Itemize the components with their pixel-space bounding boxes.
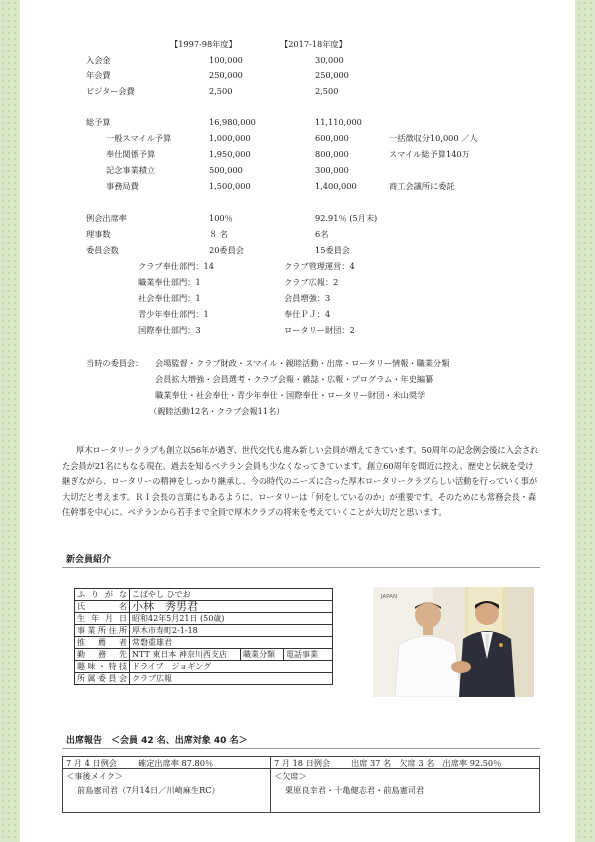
- profile-label: 氏名: [75, 601, 130, 613]
- budget-value-2017: 1,400,000: [315, 181, 357, 191]
- division-2017: クラブ管理運営：4: [284, 261, 355, 271]
- budget-value-2017: 300,000: [315, 165, 349, 175]
- budget-label: 記念事業積立: [106, 165, 156, 175]
- budget-label: 一般スマイル予算: [106, 133, 172, 143]
- stats-value-2017: 92.91％ (5月末): [315, 213, 378, 223]
- attendance-names: 栗原良幸君・十亀健志君・前島憲司君: [285, 785, 425, 795]
- member-photo-illustration: [373, 587, 534, 697]
- division-1997: クラブ奉仕部門：14: [138, 261, 214, 271]
- profile-label: 推薦者: [75, 637, 130, 649]
- budget-total-2017: 11,110,000: [315, 117, 362, 127]
- profile-label: 勤務先: [75, 649, 130, 661]
- profile-value: クラブ広報: [130, 673, 333, 685]
- attendance-meeting-date: 7 月 18 日例会: [274, 758, 331, 768]
- profile-label: 趣味・特技: [75, 661, 130, 673]
- budget-note: スマイル総予算140万: [389, 149, 470, 159]
- fees-label: 入会金: [86, 55, 111, 65]
- profile-value: ドライブ ジョギング: [130, 661, 333, 673]
- budget-label: 事務局費: [106, 181, 139, 191]
- budget-value-1997: 1,000,000: [209, 133, 251, 143]
- profile-value: 常磐重雄君: [130, 637, 333, 649]
- new-member-heading: 新会員紹介: [66, 555, 112, 565]
- profile-row: [75, 649, 333, 661]
- attendance-col-divider: [270, 757, 271, 812]
- profile-value: NTT 東日本 神奈川西支店: [130, 649, 241, 661]
- committees-note: （親睦活動12名・クラブ会報11名）: [149, 406, 285, 416]
- body-paragraph: 厚木ロータリークラブも創立以56年が過ぎ、世代交代も進み新しい会員が増えてきています。50周年の記念例会後に入会された会員が21名にもなる現在、過去を知るベテラン会員も少なくなってきています。創立60周年を間近に控え、歴史と伝統を受け継ぎながら、ロータリーの精神をしっかり継承し、今の時代のニーズに合った厚木ロータリークラブらしい活動を行っていく事が大切だと考えます。ＲＩ会長の言葉にもあるように、ロータリーは「何をしているのか」が重要です。そのためにも常務会長・森住幹事を中心に、ベテランから若手まで全員で厚木クラブの将来を考えていくことが大切だと思います。: [62, 445, 539, 518]
- fees-value-1997: 100,000: [209, 55, 243, 65]
- budget-total-label: 総予算: [86, 117, 111, 127]
- attendance-row-divider: [63, 768, 539, 769]
- profile-row: [75, 661, 333, 673]
- profile-label: ふりがな: [75, 589, 130, 601]
- photo-banner-text: JAPAN: [381, 594, 398, 600]
- fees-value-2017: 250,000: [315, 70, 349, 80]
- profile-row: [75, 637, 333, 649]
- stats-value-1997: 100％: [209, 213, 233, 223]
- profile-label: 事業所住所: [75, 625, 130, 637]
- member-name: 小林 秀男君: [130, 601, 333, 613]
- profile-value: 厚木市寿町2-1-18: [130, 625, 333, 637]
- attendance-heading: 出席報告 ＜会員 42 名、出席対象 40 名＞: [66, 736, 248, 746]
- fees-label: ビジター会費: [86, 86, 135, 96]
- attendance-divider: [62, 748, 540, 749]
- stats-label: 理事数: [86, 229, 111, 239]
- profile-label: 生年月日: [75, 613, 130, 625]
- profile-extra-label: 職業分類: [241, 649, 284, 661]
- attendance-rate: 出席 37 名 欠席 3 名 出席率 92.50％: [351, 758, 502, 768]
- profile-label: 所属委員会: [75, 673, 130, 685]
- attendance-meeting-date: 7 月 4 日例会: [66, 758, 117, 768]
- fees-value-1997: 2,500: [209, 86, 233, 96]
- fees-label: 年会費: [86, 70, 111, 80]
- division-1997: 職業奉仕部門：1: [138, 277, 201, 287]
- attendance-subheading: ＜事後メイク＞: [66, 771, 123, 781]
- new-member-divider: [62, 567, 540, 568]
- budget-total-1997: 16,980,000: [209, 117, 256, 127]
- committees-line: 会場監督・クラブ財政・スマイル・親睦活動・出席・ロータリー情報・職業分類: [155, 358, 450, 368]
- budget-value-2017: 800,000: [315, 149, 349, 159]
- budget-value-2017: 600,000: [315, 133, 349, 143]
- fees-value-1997: 250,000: [209, 70, 243, 80]
- attendance-names: 前島憲司君（7月14日／川崎麻生RC）: [77, 785, 220, 795]
- budget-value-1997: 1,500,000: [209, 181, 251, 191]
- fees-value-2017: 2,500: [315, 86, 339, 96]
- division-1997: 国際奉仕部門：3: [138, 325, 201, 335]
- profile-value: 昭和42年5月21日 (50歳): [130, 613, 333, 625]
- profile-row: [75, 613, 333, 625]
- new-member-profile-table: [74, 588, 333, 685]
- profile-row: [75, 601, 333, 613]
- division-2017: 会員増強：3: [284, 293, 331, 303]
- profile-row: [75, 589, 333, 601]
- profile-value: こばやし ひでお: [130, 589, 333, 601]
- committees-label: 当時の委員会：: [86, 358, 144, 368]
- committees-line: 職業奉仕・社会奉仕・青少年奉仕・国際奉仕・ロータリー財団・米山奨学: [155, 390, 426, 400]
- stats-value-2017: 15委員会: [315, 245, 350, 255]
- budget-value-1997: 500,000: [209, 165, 243, 175]
- division-2017: クラブ広報：2: [284, 277, 339, 287]
- fees-value-2017: 30,000: [315, 55, 344, 65]
- division-2017: 奉仕ＰＪ：4: [284, 309, 331, 319]
- budget-note: 商工会議所に委託: [389, 181, 455, 191]
- new-member-photo: [373, 587, 534, 697]
- attendance-rate: 確定出席率 87.80％: [138, 758, 214, 768]
- budget-note: 一括徴収分10,000 ／人: [389, 133, 478, 143]
- committees-line: 会員拡大増強・会員選考・クラブ会報・雑誌・広報・プログラム・年史編纂: [155, 374, 434, 384]
- budget-label: 奉仕関係予算: [106, 149, 156, 159]
- stats-label: 例会出席率: [86, 213, 127, 223]
- stats-value-1997: ８ 名: [209, 229, 228, 239]
- stats-label: 委員会数: [86, 245, 119, 255]
- division-1997: 社会奉仕部門：1: [138, 293, 201, 303]
- stats-value-2017: 6名: [315, 229, 329, 239]
- attendance-subheading: ＜欠席＞: [274, 771, 307, 781]
- profile-row: [75, 625, 333, 637]
- profile-row: [75, 673, 333, 685]
- profile-extra-value: 電話事業: [284, 649, 333, 661]
- fees-header-1997: 【1997-98年度】: [170, 39, 237, 49]
- attendance-box: [62, 756, 540, 813]
- fees-header-2017: 【2017-18年度】: [280, 39, 347, 49]
- budget-value-1997: 1,950,000: [209, 149, 251, 159]
- division-2017: ロータリー財団：2: [284, 325, 355, 335]
- division-1997: 青少年奉仕部門：1: [138, 309, 209, 319]
- stats-value-1997: 20委員会: [209, 245, 244, 255]
